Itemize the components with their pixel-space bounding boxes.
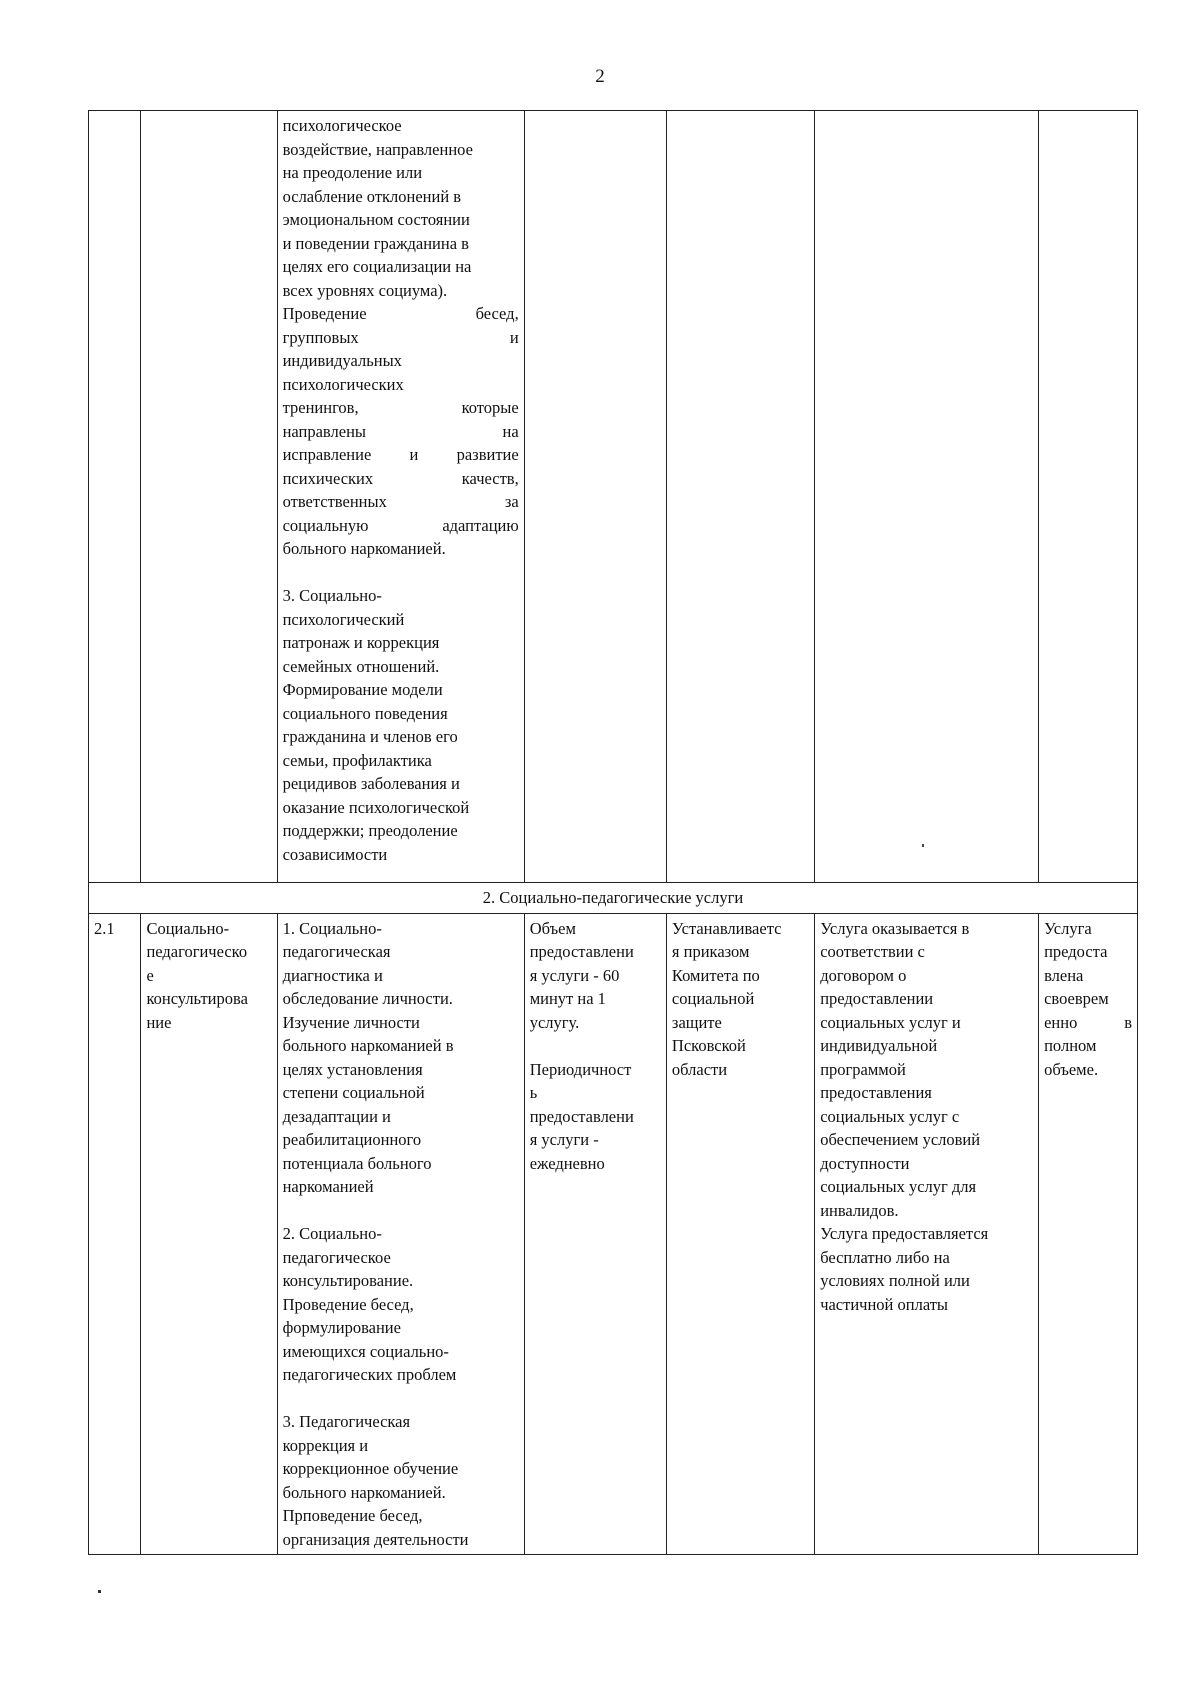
text-line: ежедневно [529,1153,605,1173]
text-line: больного наркоманией. [282,1482,446,1502]
word: объеме. [1044,1059,1099,1079]
text-line: психологическое [282,116,402,135]
service-tariff [666,913,814,1555]
page-number: 2 [595,66,605,87]
text-line [283,514,519,538]
text-line [283,443,519,467]
text-line: коррекционное обучение [282,1459,459,1478]
text-line: воздействие, направленное [282,139,473,159]
row-number: 2.1 [89,913,141,1555]
text-line: обеспечением условий [820,1130,981,1149]
service-volume [524,913,666,1555]
text-line: потенциала больного [282,1153,432,1173]
text-line [283,373,519,397]
periodicity-text [530,1058,661,1176]
text-line: 2. Социально- [282,1224,382,1243]
word: развитие [456,445,519,464]
text-line: социальных услуг с [820,1106,960,1126]
text-line: педагогическая [282,942,391,961]
text-line: я услуги - 60 [529,965,620,985]
text-line: бесплатно либо на [820,1247,950,1267]
word: индивидуальных [282,351,402,370]
text-line: я приказом [671,942,750,961]
content-item-3 [283,584,519,866]
content-justified-text [283,302,519,561]
service-evaluation [1039,913,1138,1555]
text-line: педагогических проблем [282,1365,457,1384]
text-line: Услуга оказывается в [820,918,970,938]
scan-speck [922,844,924,847]
text-line [1044,1058,1132,1082]
text-line [283,420,519,444]
text-line [283,467,519,491]
text-line: поддержки; преодоление [282,821,458,840]
word: за [504,492,519,511]
text-line: всех уровнях социума). [282,280,448,300]
word: адаптацию [442,515,519,535]
word: влена [1044,965,1084,985]
word: предоста [1044,942,1108,961]
text-line: наркоманией [282,1177,374,1196]
text-line: социальных услуг и [820,1012,961,1032]
text-line: патронаж и коррекция [282,633,440,652]
text-line: договором о [820,965,907,985]
text-line: индивидуальной [820,1036,938,1055]
text-line [283,326,519,350]
text-line: 1. Социально- [282,918,382,938]
text-line: консультирование. [282,1271,414,1290]
text-line [1044,1011,1132,1035]
text-line: гражданина и членов его [282,727,458,746]
text-line: социальных услуг для [820,1177,977,1196]
text-line: педагогическое [282,1247,391,1267]
text-line: Псковской [671,1036,746,1055]
word: психических [282,468,374,488]
text-line: эмоциональном состоянии [282,210,470,229]
service-name-line: е [146,965,154,985]
text-line: я услуги - [529,1130,599,1149]
service-name-line: ние [146,1012,172,1032]
text-line [1044,940,1132,964]
text-line: инвалидов. [820,1200,899,1220]
text-line: семейных отношений. [282,656,440,676]
cell-evaluation [1039,111,1138,883]
section-title: 2. Социально-педагогические услуги [89,883,1138,914]
text-line [283,302,519,326]
table-row-2-1 [89,913,1138,1555]
section-row [89,883,1138,914]
word: своеврем [1044,989,1109,1008]
text-line: Проведение бесед, [282,1294,414,1314]
cell-service-name [141,111,277,883]
text-line [283,396,519,420]
text-line: Комитета по [671,965,760,985]
word: бесед, [475,304,519,323]
text-line: дезадаптации и [282,1106,391,1126]
text-line: на преодоление или [282,163,423,182]
text-line: Формирование модели [282,680,443,699]
scan-dot [98,1590,101,1593]
text-line: ослабление отклонений в [282,186,462,206]
word: полном [1044,1036,1097,1055]
text-line: Устанавливаетс [671,918,782,938]
text-line: условиях полной или [820,1271,970,1290]
word: на [502,421,519,441]
text-line: семьи, профилактика [282,750,432,770]
cell-conditions [815,111,1039,883]
word: исправление [282,445,372,464]
text-line: Объем [529,918,576,938]
word: групповых [282,327,359,347]
text-line: ь [529,1083,538,1102]
volume-text [530,917,661,1035]
text-line [283,490,519,514]
text-line: программой [820,1059,906,1079]
text-line: Изучение личности [282,1012,420,1032]
word: и [509,327,519,347]
text-line: рецидивов заболевания и [282,774,460,793]
text-line: формулирование [282,1318,401,1337]
text-line: степени социальной [282,1083,425,1102]
word: социальную [282,515,369,535]
text-line: частичной оплаты [820,1294,949,1314]
text-line: целях установления [282,1059,423,1079]
service-conditions [815,913,1039,1555]
text-line: соответствии с [820,942,925,961]
text-line: предоставления [820,1083,932,1102]
service-name-line: педагогическо [146,942,248,961]
text-line: обследование личности. [282,989,453,1008]
text-line: психологический [282,609,405,629]
table-row-continuation [89,111,1138,883]
text-line: оказание психологической [282,797,470,817]
text-line: Периодичност [529,1059,632,1079]
word: Проведение [282,304,367,323]
text-line: социального поведения [282,703,448,723]
text-line: 3. Педагогическая [282,1412,411,1431]
text-line: имеющихся социально- [282,1341,449,1361]
text-line [1044,917,1132,941]
text-line [1044,964,1132,988]
text-line: целях его социализации на [282,257,472,276]
word: ответственных [282,492,387,511]
text-line [1044,987,1132,1011]
text-line: области [671,1059,728,1079]
service-content [277,913,524,1555]
text-line: Услуга предоставляется [820,1224,989,1243]
text-line: предоставлени [529,1106,634,1126]
services-table [88,110,1138,1555]
service-name-line: консультирова [146,989,248,1008]
text-line [283,349,519,373]
word: психологических [282,374,404,394]
text-line: социальной [671,989,755,1008]
text-line: услугу. [529,1012,580,1032]
text-line [283,537,519,561]
word: и [409,445,419,464]
text-line [1044,1034,1132,1058]
text-line: предоставлени [529,942,634,961]
word: тренингов, [282,398,359,417]
word: Услуга [1044,918,1092,938]
text-line: реабилитационного [282,1130,422,1149]
cell-volume [524,111,666,883]
service-name [141,913,277,1555]
text-line: созависимости [282,844,388,864]
word: качеств, [461,468,519,488]
text-line: минут на 1 [529,989,606,1008]
cell-number [89,111,141,883]
text-line: больного наркоманией в [282,1036,454,1055]
cell-tariff [666,111,814,883]
text-line: защите [671,1012,722,1032]
text-line: диагностика и [282,965,383,985]
text-line: организация деятельности [282,1529,469,1549]
text-line: и поведении гражданина в [282,233,469,253]
content-item-2 [283,1222,519,1387]
text-line: 3. Социально- [282,586,382,605]
word: в [1124,1012,1132,1032]
text-line: доступности [820,1153,910,1173]
text-line: коррекция и [282,1435,369,1455]
content-description [283,114,519,302]
word: которые [461,398,519,417]
text-line: предоставлении [820,989,934,1008]
word: больного наркоманией. [282,539,446,558]
word: направлены [282,421,366,441]
word: енно [1044,1012,1078,1032]
service-name-line: Социально- [146,918,230,938]
content-item-3 [283,1410,519,1551]
text-line: Прповедение бесед, [282,1506,423,1525]
cell-service-content [277,111,524,883]
content-item-1 [283,917,519,1199]
